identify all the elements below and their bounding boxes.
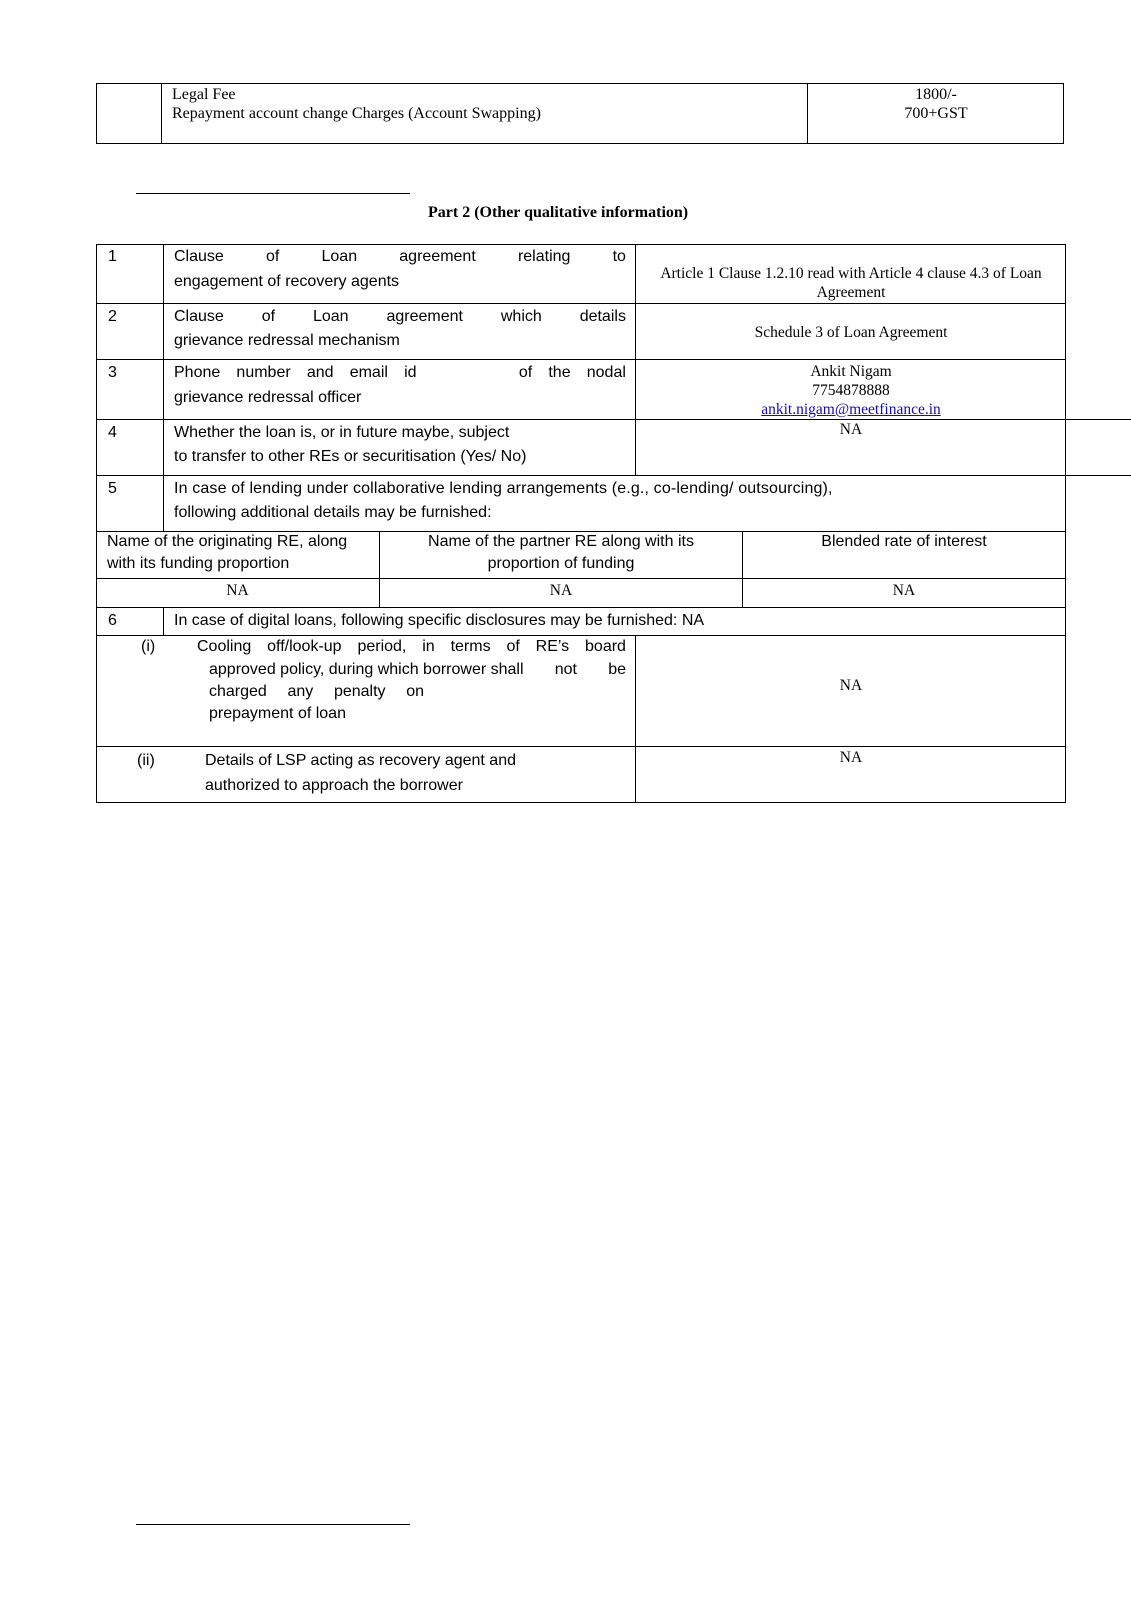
colending-value: NA <box>892 582 916 599</box>
row-number: 5 <box>108 480 117 497</box>
row-label-line1: Clause of Loan agreement relating to <box>174 248 626 265</box>
row-label-line1: Clause of Loan agreement which details <box>174 308 626 325</box>
subitem-number: (ii) <box>137 752 155 769</box>
colending-header: Name of the partner RE along with its <box>428 533 694 550</box>
row-number: 2 <box>108 308 117 325</box>
fee-value: 700+GST <box>904 105 968 122</box>
fee-table-divider <box>161 84 162 143</box>
colending-header: Blended rate of interest <box>821 533 987 550</box>
fee-label: Repayment account change Charges (Account Swapping) <box>172 105 541 122</box>
footnote-separator <box>136 1524 410 1525</box>
row-label-line1: Phone number and email id of the nodal <box>174 364 626 381</box>
row-number: 6 <box>108 612 117 629</box>
contact-email-link[interactable]: ankit.nigam@meetfinance.in <box>761 401 941 418</box>
fee-table <box>96 83 1064 144</box>
row-value: Agreement <box>816 284 886 301</box>
subitem-label-line3: charged any penalty on <box>209 683 424 700</box>
subitem-label-line2: approved policy, during which borrower shall not be <box>209 661 626 678</box>
row-label-line2: grievance redressal officer <box>174 389 362 406</box>
subitem-label-line4: prepayment of loan <box>209 705 346 722</box>
colending-header: Name of the originating RE, along <box>107 533 348 550</box>
row-value: NA <box>839 421 863 438</box>
row-number: 3 <box>108 364 117 381</box>
subitem-label-line1: Cooling off/look-up period, in terms of RE’s board <box>197 638 626 655</box>
colending-header: proportion of funding <box>487 555 635 572</box>
row-label-line2: engagement of recovery agents <box>174 273 400 290</box>
subitem-number: (i) <box>141 638 156 655</box>
colending-value: NA <box>226 582 249 599</box>
digital-loans-title: In case of digital loans, following specific disclosures may be furnished: NA <box>174 612 705 629</box>
row-number: 1 <box>108 248 117 265</box>
fee-value: 1800/- <box>915 86 957 103</box>
part-title: Part 2 (Other qualitative information) <box>428 204 689 221</box>
fee-label: Legal Fee <box>172 86 236 103</box>
contact-email-wrap <box>637 400 1065 420</box>
subitem-label-line2: authorized to approach the borrower <box>205 777 463 794</box>
row-value: Schedule 3 of Loan Agreement <box>754 324 948 341</box>
row-label-line2: following additional details may be furnished: <box>174 504 492 521</box>
row-label-line1: In case of lending under collaborative lending arrangements (e.g., co-lending/ outsourcing), <box>174 480 833 497</box>
footnote-separator <box>136 193 410 194</box>
subitem-value: NA <box>839 677 863 694</box>
contact-name: Ankit Nigam <box>810 363 892 380</box>
row-label-line2: to transfer to other REs or securitisation (Yes/ No) <box>174 448 527 465</box>
colending-value: NA <box>549 582 573 599</box>
subitem-value: NA <box>839 749 863 766</box>
colending-header: with its funding proportion <box>107 555 290 572</box>
subitem-label-line1: Details of LSP acting as recovery agent and <box>205 752 516 769</box>
row-value: Article 1 Clause 1.2.10 read with Article 4 clause 4.3 of Loan <box>660 265 1042 282</box>
row-label-line1: Whether the loan is, or in future maybe, subject <box>174 424 510 441</box>
row-label-line2: grievance redressal mechanism <box>174 332 400 349</box>
row-number: 4 <box>108 424 117 441</box>
contact-phone: 7754878888 <box>812 382 890 399</box>
fee-table-divider <box>807 84 808 143</box>
